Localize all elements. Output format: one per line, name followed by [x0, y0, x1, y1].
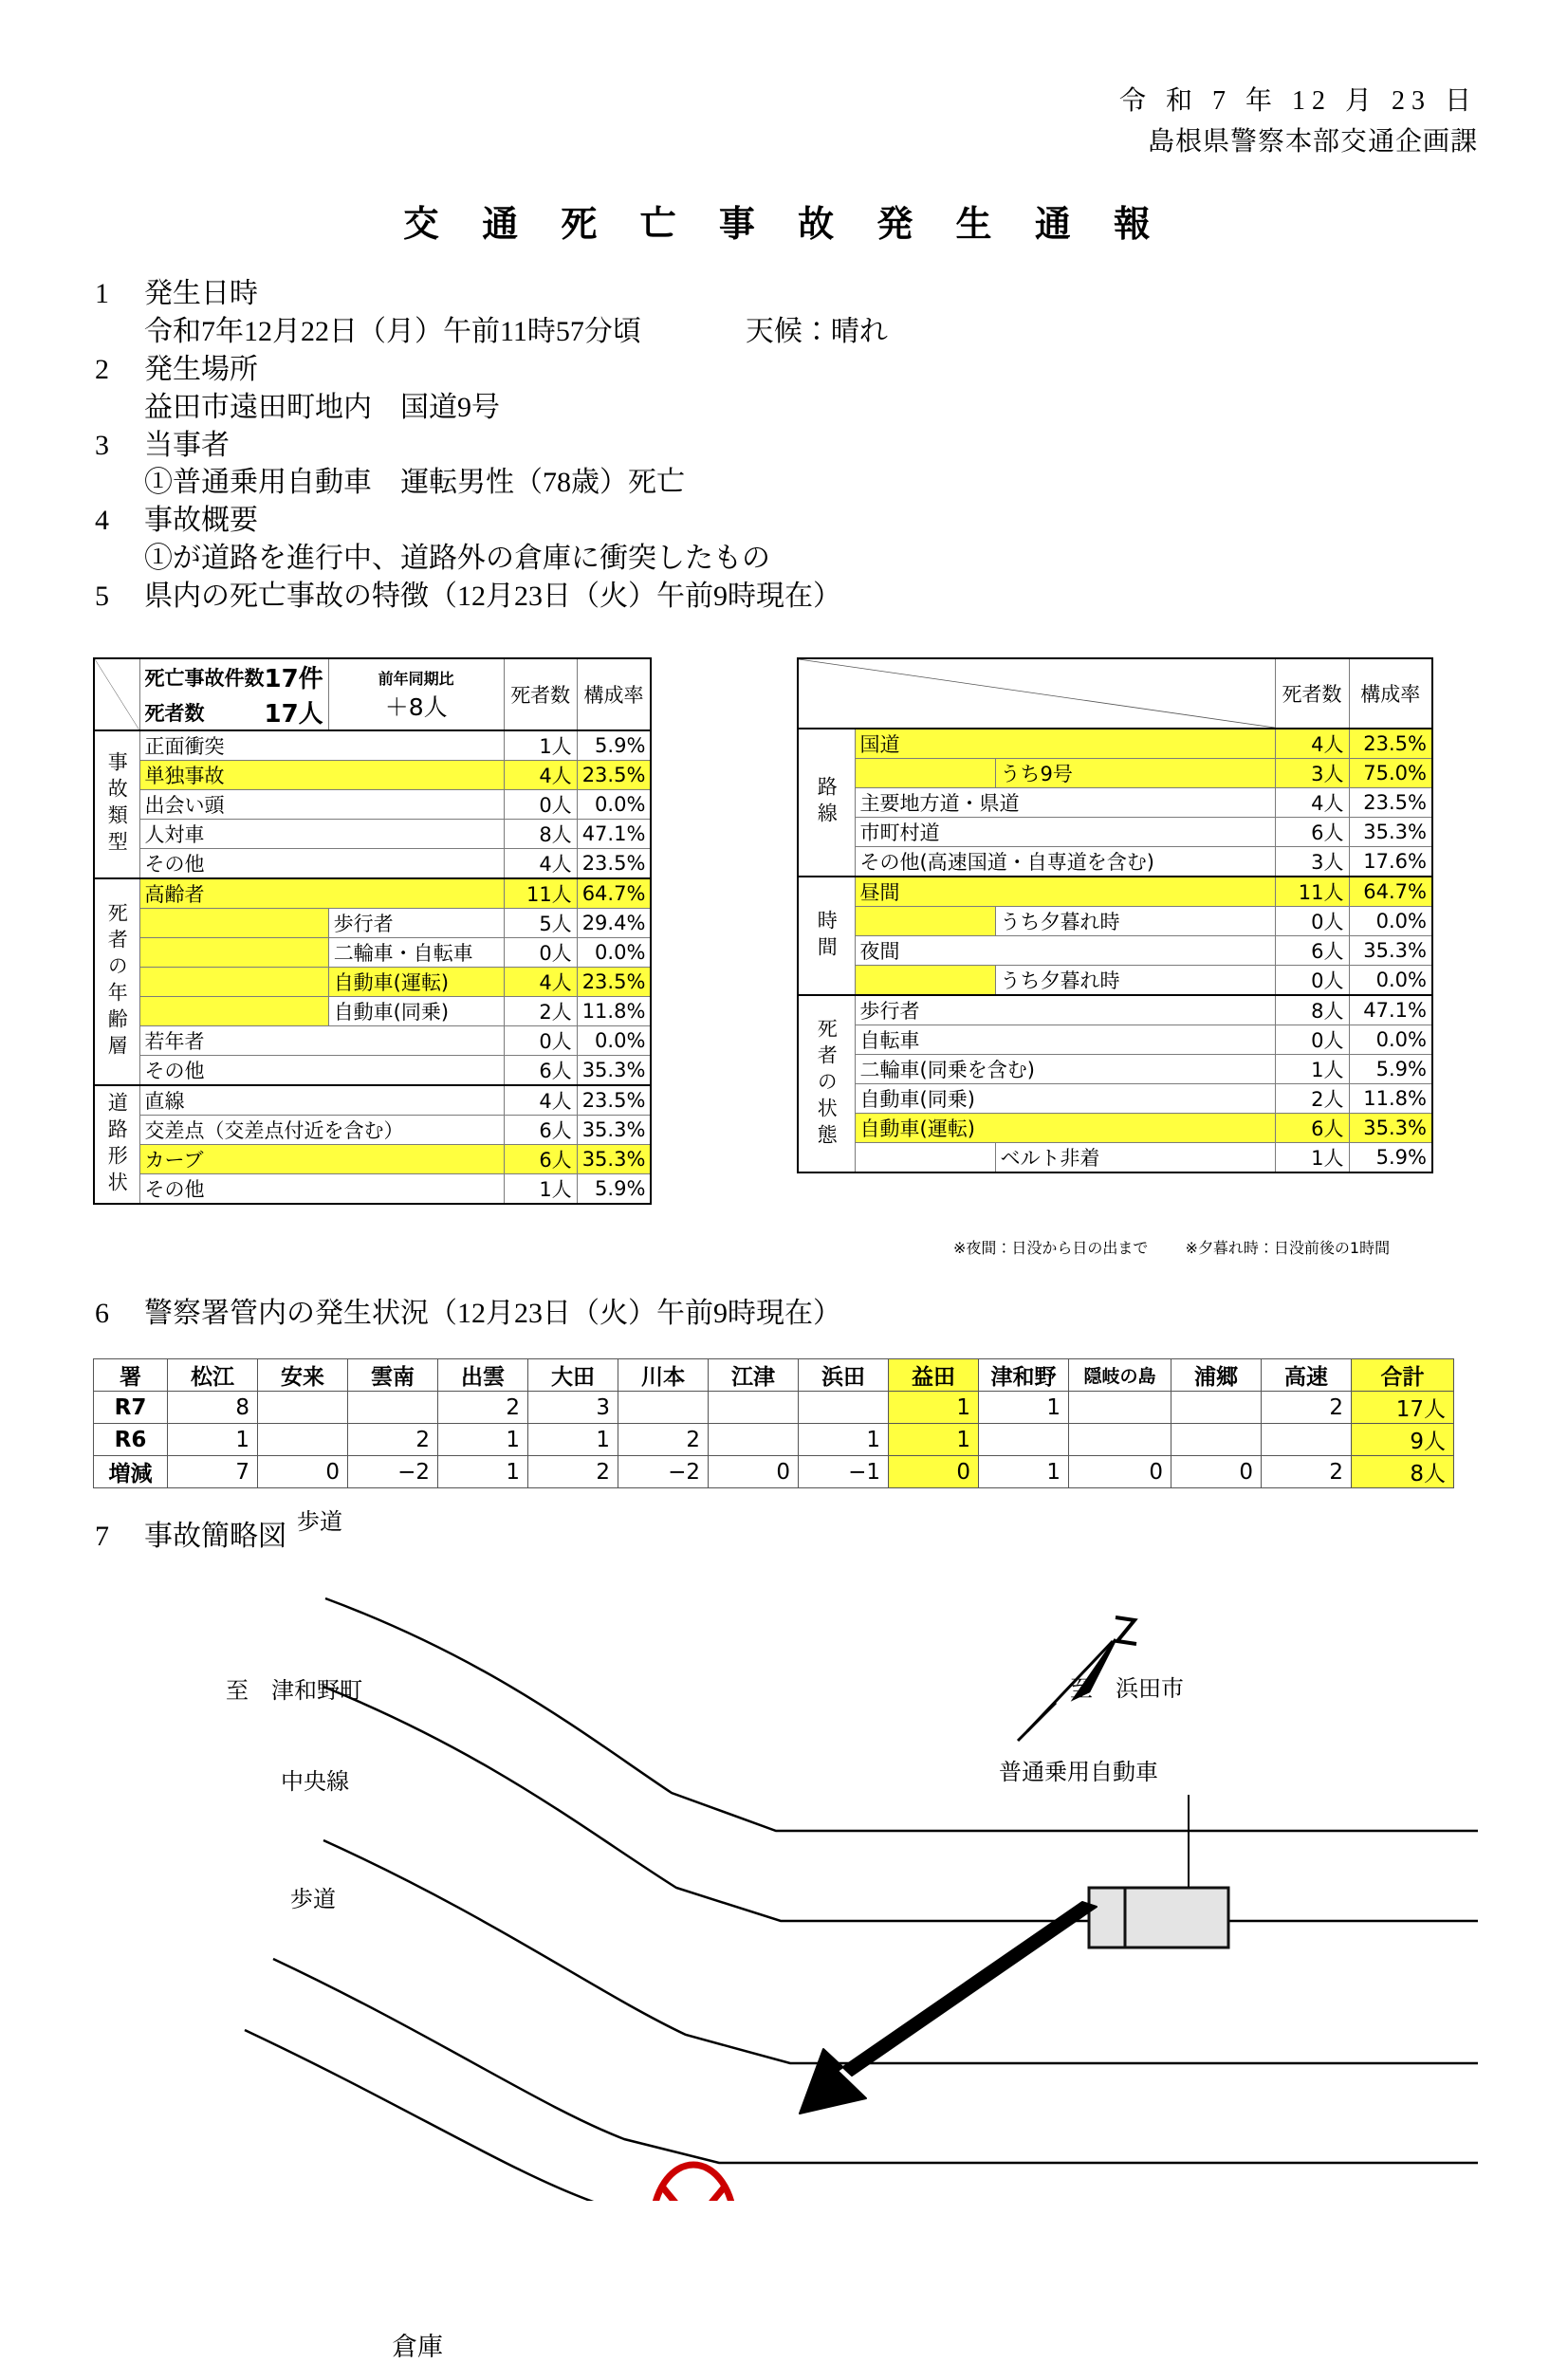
- section-4-body: ①が道路を進行中、道路外の倉庫に衝突したもの: [144, 543, 770, 575]
- cell-ratio: 5.9%: [1349, 1055, 1432, 1084]
- cell-deaths: 4人: [504, 849, 577, 879]
- station-column-header: 津和野: [979, 1359, 1069, 1392]
- section-number: 7: [95, 1521, 109, 1552]
- label-vehicle: 普通乗用自動車: [999, 1759, 1158, 1785]
- table-row: [94, 1056, 734, 1086]
- station-cell: 8人: [1352, 1456, 1454, 1488]
- station-column-header: 安来: [258, 1359, 348, 1392]
- table-row: [94, 997, 734, 1026]
- cell-ratio: 11.8%: [577, 997, 651, 1026]
- table-row: [94, 968, 734, 997]
- cell-ratio: 35.3%: [577, 1056, 651, 1086]
- row-sublabel: うち夕暮れ時: [995, 966, 1275, 996]
- cell-ratio: 0.0%: [577, 1026, 651, 1056]
- group-label: 道路形状: [94, 1085, 139, 1204]
- label-center-line: 中央線: [281, 1768, 349, 1795]
- section-5: [95, 578, 1518, 616]
- label-warehouse: 倉庫: [392, 2333, 443, 2362]
- accidents-value: 17件: [264, 665, 323, 693]
- station-cell: [348, 1392, 438, 1424]
- row-label: その他: [139, 1056, 504, 1086]
- station-cell: [1171, 1392, 1262, 1424]
- cell-deaths: 0人: [504, 790, 577, 820]
- row-sublabel: 二輪車・自転車: [328, 938, 504, 968]
- cell-deaths: 6人: [504, 1056, 577, 1086]
- cell-deaths: 0人: [1275, 1025, 1349, 1055]
- table-row: [94, 1145, 734, 1174]
- section-6: [95, 1295, 1423, 1333]
- section-title: 当事者: [144, 429, 230, 461]
- row-label: 交差点（交差点付近を含む）: [139, 1116, 504, 1145]
- section-number: 2: [95, 353, 109, 385]
- table-row: [798, 1143, 1432, 1173]
- stats-table-right: [797, 657, 1433, 1173]
- footnote-night: ※夜間：日没から日の出まで: [953, 1239, 1149, 1257]
- table-row: [94, 1116, 734, 1145]
- table-row: [798, 995, 1432, 1025]
- row-indent-spacer: [139, 997, 328, 1026]
- station-cell: [709, 1392, 799, 1424]
- vehicle-symbol: [1089, 1888, 1228, 1948]
- station-column-header: 合計: [1352, 1359, 1454, 1392]
- footnote-dusk: ※夕暮れ時：日没前後の1時間: [1185, 1239, 1391, 1257]
- group-label: 死者の状態: [798, 995, 855, 1172]
- stats-header-row: [798, 658, 1432, 729]
- cell-ratio: 29.4%: [577, 909, 651, 938]
- station-cell: 0: [709, 1456, 799, 1488]
- row-indent-spacer: [855, 759, 995, 788]
- cell-ratio: 35.3%: [1349, 1114, 1432, 1143]
- yoy-label: 前年同期比: [378, 669, 454, 688]
- row-sublabel: ベルト非着: [995, 1143, 1275, 1173]
- accidents-label: 死亡事故件数: [144, 666, 265, 690]
- row-label: 国道: [855, 729, 1275, 759]
- label-sidewalk-top: 歩道: [297, 1508, 342, 1535]
- row-sublabel: うち9号: [995, 759, 1275, 788]
- section-2-body: 益田市遠田町地内 国道9号: [144, 391, 500, 423]
- stats-header-row: [94, 658, 734, 730]
- row-label: 自動車(同乗): [855, 1084, 1275, 1114]
- table-row: [798, 1084, 1432, 1114]
- row-indent-spacer: [139, 968, 328, 997]
- travel-direction-arrow: [800, 1902, 1097, 2114]
- table-row: [94, 820, 734, 849]
- row-indent-spacer: [855, 1143, 995, 1173]
- cell-deaths: 0人: [1275, 907, 1349, 936]
- table-row: [94, 1174, 734, 1205]
- cell-ratio: 35.3%: [1349, 936, 1432, 966]
- station-cell: 1: [799, 1424, 889, 1456]
- row-label: その他: [139, 1174, 504, 1205]
- cell-deaths: 11人: [1275, 877, 1349, 907]
- station-row-label: 増減: [94, 1456, 168, 1488]
- stats-right-body: [798, 658, 1432, 1172]
- cell-ratio: 23.5%: [1349, 788, 1432, 818]
- row-indent-spacer: [139, 909, 328, 938]
- section-number: 6: [95, 1298, 109, 1329]
- row-label: 昼間: [855, 877, 1275, 907]
- cell-deaths: 3人: [1275, 847, 1349, 877]
- table-footnotes: [953, 1236, 1390, 1258]
- cell-deaths: 1人: [504, 730, 577, 761]
- row-label: 自動車(運転): [855, 1114, 1275, 1143]
- station-cell: 9人: [1352, 1424, 1454, 1456]
- report-sections: [95, 275, 1518, 616]
- station-table: [93, 1358, 1454, 1488]
- section-title: 事故概要: [144, 505, 258, 537]
- road-edge-top: [325, 1598, 1478, 1831]
- cell-deaths: 1人: [504, 1174, 577, 1205]
- cell-deaths: 8人: [504, 820, 577, 849]
- row-label: 市町村道: [855, 818, 1275, 847]
- section-1: [95, 275, 1518, 313]
- section-number: 3: [95, 429, 109, 461]
- row-label: 単独事故: [139, 761, 504, 790]
- station-column-header: 益田: [889, 1359, 979, 1392]
- station-cell: 1: [528, 1424, 618, 1456]
- station-cell: 8: [168, 1392, 258, 1424]
- station-cell: 1: [979, 1392, 1069, 1424]
- group-label: 時間: [798, 877, 855, 995]
- yoy-cell: [328, 658, 504, 730]
- station-cell: [709, 1424, 799, 1456]
- table-row: [94, 909, 734, 938]
- row-indent-spacer: [855, 907, 995, 936]
- station-cell: 1: [889, 1424, 979, 1456]
- row-label: その他(高速国道・自専道を含む): [855, 847, 1275, 877]
- station-cell: [618, 1392, 709, 1424]
- cell-ratio: 0.0%: [1349, 966, 1432, 996]
- cell-ratio: 47.1%: [577, 820, 651, 849]
- station-cell: 0: [1171, 1456, 1262, 1488]
- table-row: [798, 788, 1432, 818]
- col-header-deaths: 死者数: [504, 658, 577, 730]
- cell-deaths: 8人: [1275, 995, 1349, 1025]
- cell-ratio: 0.0%: [1349, 907, 1432, 936]
- section-number: 4: [95, 505, 109, 537]
- cell-ratio: 0.0%: [1349, 1025, 1432, 1055]
- station-cell: −1: [799, 1456, 889, 1488]
- table-row: [798, 729, 1432, 759]
- station-cell: −2: [348, 1456, 438, 1488]
- cell-deaths: 6人: [1275, 1114, 1349, 1143]
- cell-deaths: 11人: [504, 878, 577, 909]
- sidewalk-line-top: [323, 1687, 1478, 1921]
- section-title: 警察署管内の発生状況（12月23日（火）午前9時現在）: [144, 1298, 841, 1329]
- station-cell: 2: [1262, 1392, 1352, 1424]
- section-4: [95, 502, 1518, 540]
- group-label: 路線: [798, 729, 855, 877]
- stats-table-left: [93, 657, 735, 1205]
- cell-deaths: 6人: [1275, 936, 1349, 966]
- table-row: [798, 1055, 1432, 1084]
- station-cell: −2: [618, 1456, 709, 1488]
- summary-counts-cell: [139, 658, 328, 730]
- table-row: [94, 790, 734, 820]
- table-row: [798, 966, 1432, 996]
- cell-ratio: 17.6%: [1349, 847, 1432, 877]
- row-label: その他: [139, 849, 504, 879]
- deaths-total-value: 17人: [264, 700, 323, 729]
- row-sublabel: 自動車(運転): [328, 968, 504, 997]
- section-title: 発生日時: [144, 278, 258, 309]
- cell-ratio: 23.5%: [1349, 729, 1432, 759]
- station-column-header: 雲南: [348, 1359, 438, 1392]
- cell-ratio: 23.5%: [577, 1085, 651, 1116]
- station-column-header: 浦郷: [1171, 1359, 1262, 1392]
- cell-deaths: 4人: [504, 761, 577, 790]
- cell-deaths: 4人: [1275, 788, 1349, 818]
- table-corner-cell: [798, 658, 1275, 729]
- table-row: [94, 761, 734, 790]
- station-column-header: 川本: [618, 1359, 709, 1392]
- table-row: [94, 849, 734, 879]
- stats-left-body: [94, 658, 734, 1204]
- row-label: 若年者: [139, 1026, 504, 1056]
- section-1-body: [95, 313, 1518, 351]
- row-label: カーブ: [139, 1145, 504, 1174]
- station-cell: 2: [348, 1424, 438, 1456]
- row-label: 歩行者: [855, 995, 1275, 1025]
- group-label: 死者の年齢層: [94, 878, 139, 1085]
- section-title: 県内の死亡事故の特徴（12月23日（火）午前9時現在）: [144, 581, 841, 613]
- station-table-body: [94, 1359, 1454, 1488]
- station-column-header: 高速: [1262, 1359, 1352, 1392]
- cell-ratio: 23.5%: [577, 968, 651, 997]
- station-cell: 0: [889, 1456, 979, 1488]
- station-cell: 0: [258, 1456, 348, 1488]
- station-cell: 3: [528, 1392, 618, 1424]
- cell-deaths: 6人: [504, 1116, 577, 1145]
- diagram-canvas: [93, 1518, 1478, 2201]
- col-header-ratio: 構成率: [1349, 658, 1432, 729]
- cell-ratio: 64.7%: [577, 878, 651, 909]
- document-header: [1119, 81, 1478, 163]
- cell-ratio: 11.8%: [1349, 1084, 1432, 1114]
- group-label: 事故類型: [94, 730, 139, 878]
- cell-deaths: 4人: [504, 968, 577, 997]
- table-row: [798, 1025, 1432, 1055]
- cell-deaths: 4人: [1275, 729, 1349, 759]
- cell-deaths: 0人: [1275, 966, 1349, 996]
- label-sidewalk-bottom: 歩道: [290, 1886, 336, 1912]
- section-2: [95, 351, 1518, 389]
- section-number: 5: [95, 581, 109, 613]
- cell-deaths: 1人: [1275, 1143, 1349, 1173]
- station-cell: [799, 1392, 889, 1424]
- station-column-header: 松江: [168, 1359, 258, 1392]
- station-cell: [979, 1424, 1069, 1456]
- yoy-value: ＋8人: [384, 692, 448, 721]
- table-row: [798, 818, 1432, 847]
- station-row-header: 署: [94, 1359, 168, 1392]
- table-row: [94, 878, 734, 909]
- row-label: 夜間: [855, 936, 1275, 966]
- cell-deaths: 1人: [1275, 1055, 1349, 1084]
- page-title: 交 通 死 亡 事 故 発 生 通 報: [402, 203, 1166, 245]
- collision-point-icon: [653, 2165, 734, 2201]
- station-column-header: 隠岐の島: [1069, 1359, 1171, 1392]
- station-cell: 7: [168, 1456, 258, 1488]
- station-data-row: [94, 1392, 1454, 1424]
- station-cell: 17人: [1352, 1392, 1454, 1424]
- row-label: 二輪車(同乗を含む): [855, 1055, 1275, 1084]
- station-row-label: R7: [94, 1392, 168, 1424]
- station-cell: 1: [979, 1456, 1069, 1488]
- cell-deaths: 5人: [504, 909, 577, 938]
- station-data-row: [94, 1456, 1454, 1488]
- cell-ratio: 64.7%: [1349, 877, 1432, 907]
- cell-ratio: 75.0%: [1349, 759, 1432, 788]
- col-header-ratio: 構成率: [577, 658, 651, 730]
- station-cell: 0: [1069, 1456, 1171, 1488]
- row-label: 直線: [139, 1085, 504, 1116]
- weather: 天候：晴れ: [745, 315, 888, 347]
- station-cell: 1: [889, 1392, 979, 1424]
- label-destination-left: 至 津和野町: [226, 1677, 362, 1704]
- cell-deaths: 3人: [1275, 759, 1349, 788]
- row-label: 高齢者: [139, 878, 504, 909]
- table-row: [798, 936, 1432, 966]
- cell-ratio: 35.3%: [577, 1145, 651, 1174]
- cell-ratio: 35.3%: [1349, 818, 1432, 847]
- row-indent-spacer: [855, 966, 995, 996]
- station-cell: [1069, 1392, 1171, 1424]
- table-row: [798, 907, 1432, 936]
- table-row: [798, 759, 1432, 788]
- station-column-header: 大田: [528, 1359, 618, 1392]
- deaths-label: 死者数: [144, 701, 205, 725]
- table-corner-cell: [94, 658, 139, 730]
- cell-ratio: 0.0%: [577, 938, 651, 968]
- cell-deaths: 0人: [504, 938, 577, 968]
- row-label: 正面衝突: [139, 730, 504, 761]
- cell-deaths: 4人: [504, 1085, 577, 1116]
- cell-ratio: 5.9%: [577, 1174, 651, 1205]
- section-number: 1: [95, 278, 109, 309]
- table-row: [94, 730, 734, 761]
- section-3-body: ①普通乗用自動車 運転男性（78歳）死亡: [144, 467, 685, 499]
- table-row: [94, 1085, 734, 1116]
- station-column-header: 出雲: [438, 1359, 528, 1392]
- row-sublabel: 自動車(同乗): [328, 997, 504, 1026]
- sidewalk-line-bottom: [273, 1959, 1478, 2163]
- table-row: [94, 1026, 734, 1056]
- station-header-row: [94, 1359, 1454, 1392]
- row-sublabel: 歩行者: [328, 909, 504, 938]
- cell-ratio: 35.3%: [577, 1116, 651, 1145]
- station-cell: 2: [618, 1424, 709, 1456]
- cell-ratio: 0.0%: [577, 790, 651, 820]
- table-row: [798, 1114, 1432, 1143]
- cell-deaths: 0人: [504, 1026, 577, 1056]
- row-indent-spacer: [139, 938, 328, 968]
- section-3: [95, 427, 1518, 465]
- table-row: [94, 938, 734, 968]
- row-label: 人対車: [139, 820, 504, 849]
- station-column-header: 江津: [709, 1359, 799, 1392]
- station-cell: 2: [1262, 1456, 1352, 1488]
- station-data-row: [94, 1424, 1454, 1456]
- station-cell: [258, 1392, 348, 1424]
- cell-ratio: 5.9%: [577, 730, 651, 761]
- row-label: 自転車: [855, 1025, 1275, 1055]
- cell-deaths: 6人: [1275, 818, 1349, 847]
- row-label: 主要地方道・県道: [855, 788, 1275, 818]
- cell-ratio: 23.5%: [577, 761, 651, 790]
- cell-ratio: 5.9%: [1349, 1143, 1432, 1173]
- station-cell: 1: [438, 1424, 528, 1456]
- cell-deaths: 6人: [504, 1145, 577, 1174]
- accident-diagram: [93, 1508, 1478, 2362]
- section-title: 発生場所: [144, 353, 258, 385]
- table-row: [798, 877, 1432, 907]
- occurrence-datetime: 令和7年12月22日（月）午前11時57分頃: [144, 315, 641, 347]
- issuing-department: 島根県警察本部交通企画課: [1147, 127, 1478, 157]
- station-cell: 1: [438, 1456, 528, 1488]
- station-cell: 1: [168, 1424, 258, 1456]
- section-title: 事故簡略図: [144, 1521, 286, 1552]
- station-row-label: R6: [94, 1424, 168, 1456]
- station-cell: 2: [528, 1456, 618, 1488]
- station-column-header: 浜田: [799, 1359, 889, 1392]
- cell-ratio: 47.1%: [1349, 995, 1432, 1025]
- station-cell: [1069, 1424, 1171, 1456]
- station-cell: [258, 1424, 348, 1456]
- table-row: [798, 847, 1432, 877]
- cell-deaths: 2人: [1275, 1084, 1349, 1114]
- row-sublabel: うち夕暮れ時: [995, 907, 1275, 936]
- station-cell: [1262, 1424, 1352, 1456]
- col-header-deaths: 死者数: [1275, 658, 1349, 729]
- station-cell: [1171, 1424, 1262, 1456]
- cell-deaths: 2人: [504, 997, 577, 1026]
- row-label: 出会い頭: [139, 790, 504, 820]
- cell-ratio: 23.5%: [577, 849, 651, 879]
- issue-date: 令 和 7 年 12 月 23 日: [1118, 86, 1478, 116]
- station-cell: 2: [438, 1392, 528, 1424]
- label-destination-right: 至 浜田市: [1070, 1675, 1184, 1702]
